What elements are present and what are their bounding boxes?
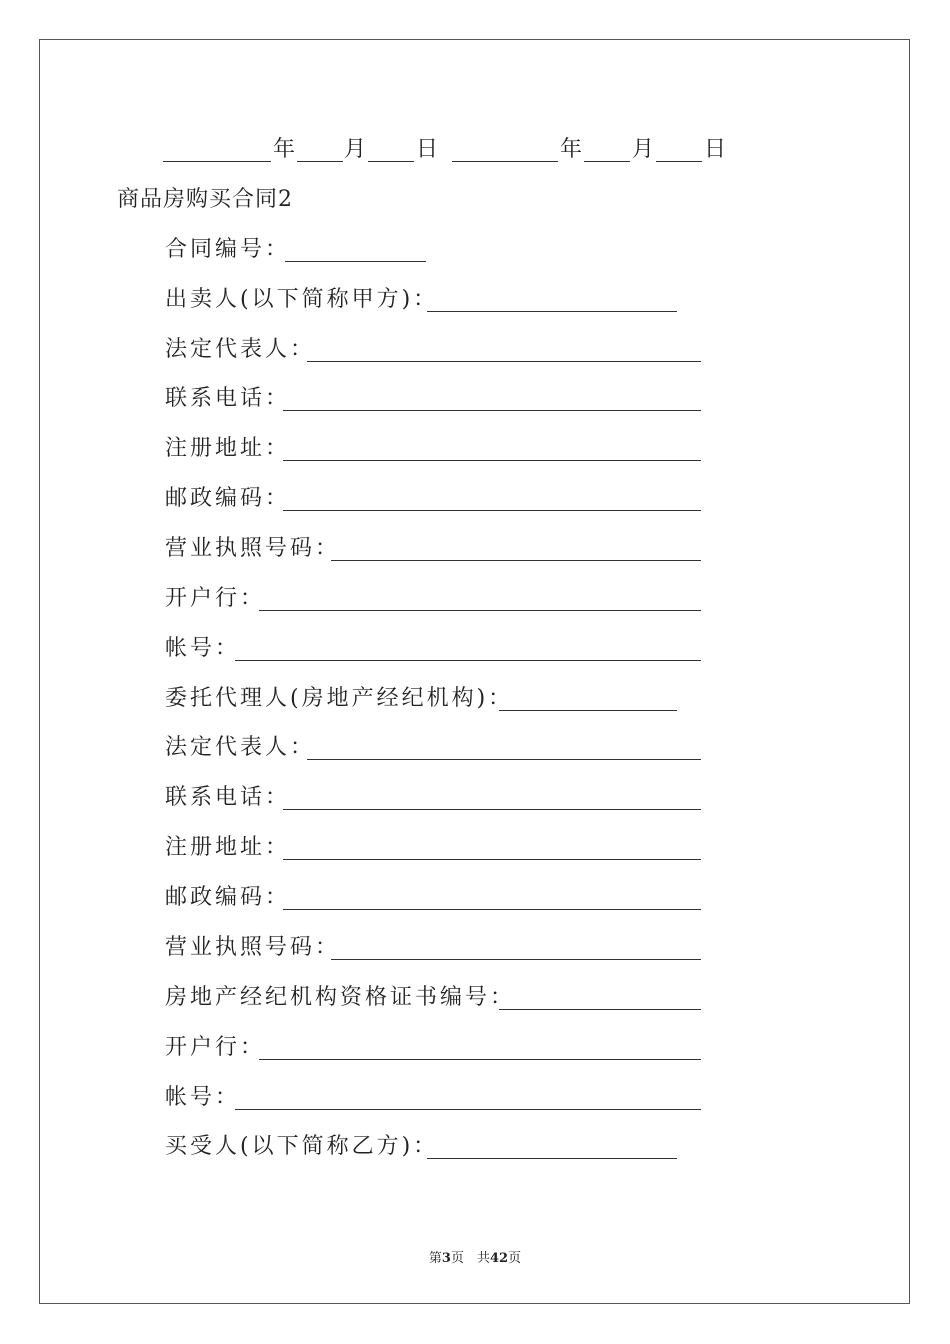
month-label: 月 <box>632 137 658 162</box>
date-blank <box>584 161 630 162</box>
field-label: 联系电话： <box>165 386 291 411</box>
date-line <box>163 135 763 165</box>
day-label: 日 <box>704 137 730 162</box>
fill-in-blank[interactable] <box>283 809 701 810</box>
fill-in-blank[interactable] <box>283 460 701 461</box>
field-seller <box>165 285 438 315</box>
date-blank <box>368 161 414 162</box>
month-label: 月 <box>344 137 370 162</box>
page-border <box>39 39 910 1304</box>
fill-in-blank[interactable] <box>307 361 701 362</box>
field-label: 邮政编码： <box>165 885 291 910</box>
field-agent-account <box>165 1083 240 1113</box>
footer-suffix: 页 <box>508 1251 522 1266</box>
field-agent-business-license <box>165 933 340 963</box>
field-label: 开户行： <box>165 1035 266 1060</box>
field-label: 帐号： <box>165 636 241 661</box>
field-label: 注册地址： <box>165 835 291 860</box>
fill-in-blank[interactable] <box>427 311 677 312</box>
field-agent-registered-address <box>165 833 290 863</box>
fill-in-blank[interactable] <box>283 909 701 910</box>
field-label: 合同编号： <box>165 237 291 262</box>
field-agency-certificate <box>165 983 515 1013</box>
field-legal-representative <box>165 335 315 365</box>
fill-in-blank[interactable] <box>331 959 701 960</box>
date-blank <box>656 161 702 162</box>
field-label: 开户行： <box>165 586 266 611</box>
field-registered-address <box>165 434 290 464</box>
field-agent <box>165 684 513 714</box>
field-phone <box>165 384 290 414</box>
total-page-number: 42 <box>489 1251 509 1266</box>
field-label: 买受人(以下简称乙方)： <box>165 1134 439 1159</box>
field-label: 邮政编码： <box>165 486 291 511</box>
fill-in-blank[interactable] <box>285 261 426 262</box>
current-page-number: 3 <box>441 1251 451 1266</box>
field-label: 帐号： <box>165 1085 241 1110</box>
fill-in-blank[interactable] <box>283 510 701 511</box>
year-label: 年 <box>560 137 586 162</box>
fill-in-blank[interactable] <box>235 660 701 661</box>
field-bank <box>165 584 265 614</box>
fill-in-blank[interactable] <box>259 1059 701 1060</box>
field-label: 联系电话： <box>165 785 291 810</box>
field-agent-legal-representative <box>165 733 315 763</box>
field-label: 法定代表人： <box>165 337 316 362</box>
year-label: 年 <box>273 137 299 162</box>
fill-in-blank[interactable] <box>307 759 701 760</box>
field-business-license <box>165 534 340 564</box>
date-blank <box>452 161 558 162</box>
field-label: 注册地址： <box>165 436 291 461</box>
date-blank <box>163 161 271 162</box>
footer-prefix: 第 <box>428 1251 442 1266</box>
field-agent-bank <box>165 1033 265 1063</box>
field-label: 委托代理人(房地产经纪机构)： <box>165 686 514 711</box>
field-label: 出卖人(以下简称甲方)： <box>165 287 439 312</box>
fill-in-blank[interactable] <box>331 560 701 561</box>
fill-in-blank[interactable] <box>283 410 701 411</box>
contract-heading: 商品房购买合同2 <box>117 187 293 212</box>
field-label: 营业执照号码： <box>165 935 341 960</box>
field-postal-code <box>165 484 290 514</box>
field-label: 房地产经纪机构资格证书编号： <box>165 985 516 1010</box>
day-label: 日 <box>416 137 442 162</box>
page-footer <box>0 1247 950 1266</box>
fill-in-blank[interactable] <box>499 710 677 711</box>
field-label: 法定代表人： <box>165 735 316 760</box>
field-buyer <box>165 1132 438 1162</box>
fill-in-blank[interactable] <box>427 1158 677 1159</box>
footer-middle: 页 共 <box>450 1251 490 1266</box>
field-label: 营业执照号码： <box>165 536 341 561</box>
field-agent-postal-code <box>165 883 290 913</box>
field-account <box>165 634 240 664</box>
fill-in-blank[interactable] <box>235 1109 701 1110</box>
field-contract-number <box>165 235 290 265</box>
date-blank <box>297 161 343 162</box>
fill-in-blank[interactable] <box>283 859 701 860</box>
field-agent-phone <box>165 783 290 813</box>
fill-in-blank[interactable] <box>259 610 701 611</box>
fill-in-blank[interactable] <box>499 1009 701 1010</box>
